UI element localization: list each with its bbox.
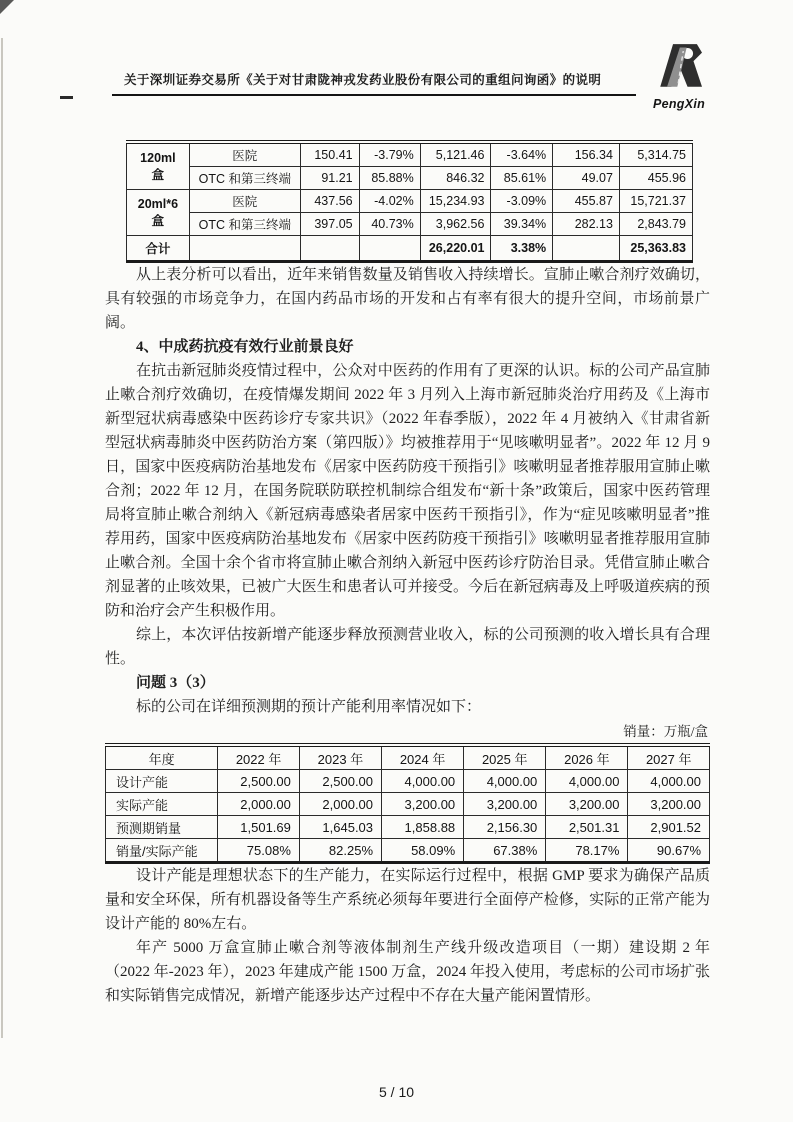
value-cell: 3.38% [491,236,553,262]
row-label-cell: 销量/实际产能 [106,839,218,863]
paragraph-sales-growth: 从上表分析可以看出，近年来销售数量及销售收入持续增长。宣肺止嗽合剂疗效确切，具有较强的市场竞争力，在国内药品市场的开发和占有率有很大的提升空间，市场前景广阔。 [105,267,710,331]
value-cell: 90.67% [628,839,710,863]
capacity-table [105,743,710,864]
column-header-cell: 年度 [106,745,218,770]
total-label-cell: 合计 [127,236,190,262]
value-cell: 2,501.31 [546,816,628,839]
value-cell: 4,000.00 [546,770,628,793]
group-label-cell: 20ml*6 盒 [127,190,190,236]
value-cell: 397.05 [300,213,359,236]
channel-cell [189,236,300,262]
value-cell: 67.38% [464,839,546,863]
value-cell: 1,645.03 [299,816,381,839]
table-row [106,816,710,839]
pengxin-logo-icon [656,42,702,94]
table-row [106,839,710,863]
value-cell: 82.25% [299,839,381,863]
value-cell: 85.88% [359,167,420,190]
value-cell: 25,363.83 [619,236,692,262]
document-title: 关于深圳证券交易所《关于对甘肃陇神戎发药业股份有限公司的重组问询函》的说明 [124,73,602,87]
column-header-cell: 2023 年 [299,745,381,770]
value-cell: 4,000.00 [628,770,710,793]
sales-table [126,140,693,263]
value-cell: 85.61% [491,167,553,190]
value-cell: 15,234.93 [420,190,491,213]
value-cell: 3,200.00 [382,793,464,816]
column-header-cell: 2026 年 [546,745,628,770]
value-cell: 4,000.00 [382,770,464,793]
table-row [106,793,710,816]
value-cell: 2,500.00 [299,770,381,793]
table-row [127,167,693,190]
value-cell: 1,858.88 [382,816,464,839]
page-number: 5 / 10 [378,1084,415,1100]
scan-corner-artifact [0,0,14,14]
value-cell [300,236,359,262]
table-total-row [127,236,693,262]
value-cell: 2,000.00 [299,793,381,816]
value-cell: 49.07 [553,167,620,190]
value-cell: 1,501.69 [218,816,300,839]
value-cell: 15,721.37 [619,190,692,213]
channel-cell: 医院 [189,142,300,167]
group-label-cell: 120ml 盒 [127,142,190,190]
value-cell: 2,843.79 [619,213,692,236]
table-header-row [106,745,710,770]
value-cell: 3,200.00 [464,793,546,816]
value-cell: 455.96 [619,167,692,190]
scan-dash-artifact [60,96,73,99]
column-header-cell: 2025 年 [464,745,546,770]
value-cell: 3,200.00 [628,793,710,816]
paragraph-conclusion: 综上，本次评估按新增产能逐步释放预测营业收入，标的公司预测的收入增长具有合理性。 [105,627,710,667]
value-cell [553,236,620,262]
pengxin-logo-text: PengXin [652,97,706,111]
value-cell: 150.41 [300,142,359,167]
value-cell [359,236,420,262]
value-cell: 2,901.52 [628,816,710,839]
value-cell: 58.09% [382,839,464,863]
value-cell: -3.64% [491,142,553,167]
value-cell: 282.13 [553,213,620,236]
value-cell: 26,220.01 [420,236,491,262]
row-label-cell: 实际产能 [106,793,218,816]
channel-cell: 医院 [189,190,300,213]
table-row [106,770,710,793]
column-header-cell: 2027 年 [628,745,710,770]
paragraph-design-capacity: 设计产能是理想状态下的生产能力，在实际运行过程中，根据 GMP 要求为确保产品质量和安全环保，所有机器设备等生产系统必须每年要进行全面停产检修，实际的正常产能为设计产能的 80%左右。 [105,868,710,932]
value-cell: 5,121.46 [420,142,491,167]
channel-cell: OTC 和第三终端 [189,167,300,190]
unit-note: 销量：万瓶/盒 [623,724,708,739]
value-cell: 78.17% [546,839,628,863]
page-content [105,140,710,1008]
value-cell: -4.02% [359,190,420,213]
pengxin-logo [646,42,712,111]
value-cell: 2,500.00 [218,770,300,793]
value-cell: -3.09% [491,190,553,213]
value-cell: 75.08% [218,839,300,863]
value-cell: 40.73% [359,213,420,236]
value-cell: 2,000.00 [218,793,300,816]
column-header-cell: 2022 年 [218,745,300,770]
value-cell: 846.32 [420,167,491,190]
paragraph-capacity-intro: 标的公司在详细预测期的预计产能利用率情况如下： [136,699,482,715]
column-header-cell: 2024 年 [382,745,464,770]
value-cell: 4,000.00 [464,770,546,793]
table-row [127,213,693,236]
value-cell: 437.56 [300,190,359,213]
section-heading-4: 4、中成药抗疫有效行业前景良好 [136,339,354,355]
table-row [127,142,693,167]
table-row [127,190,693,213]
value-cell: -3.79% [359,142,420,167]
paragraph-project-capacity: 年产 5000 万盒宣肺止嗽合剂等液体制剂生产线升级改造项目（一期）建设期 2 年（2022 年-2023 年），2023 年建成产能 1500 万盒，2024 年投入使用，考虑标的公司市场扩张和实际销售完成情况，新增产能逐步达产过程中不存在大量产能闲置情形。 [105,940,710,1004]
value-cell: 3,200.00 [546,793,628,816]
value-cell: 455.87 [553,190,620,213]
channel-cell: OTC 和第三终端 [189,213,300,236]
row-label-cell: 设计产能 [106,770,218,793]
paragraph-covid-industry: 在抗击新冠肺炎疫情过程中，公众对中医药的作用有了更深的认识。标的公司产品宣肺止嗽合剂疗效确切，在疫情爆发期间 2022 年 3 月列入上海市新冠肺炎治疗用药及《上海市新型冠状病毒感染中医药诊疗专家共识》（2022 年春季版），2022 年 4 月被纳入《甘肃省新型冠状病毒肺炎中医药防治方案（第四版）》均被推荐用于“见咳嗽明显者”。2022 年 12 月 9 日，国家中医疫病防治基地发布《居家中医药防疫干预指引》咳嗽明显者推荐服用宣肺止嗽合剂；2022 年 12 月，在国务院联防联控机制综合组发布“新十条”政策后，国家中医药管理局将宣肺止嗽合剂纳入《新冠病毒感染者居家中医药干预指引》，作为“症见咳嗽明显者”推荐用药，国家中医疫病防治基地发布《居家中医药防疫干预指引》咳嗽明显者推荐服用宣肺止嗽合剂。全国十余个省市将宣肺止嗽合剂纳入新冠中医药诊疗防治目录。凭借宣肺止嗽合剂显著的止咳效果，已被广大医生和患者认可并接受。今后在新冠病毒及上呼吸道疾病的预防和治疗会产生积极作用。 [105,363,710,619]
value-cell: 2,156.30 [464,816,546,839]
value-cell: 3,962.56 [420,213,491,236]
value-cell: 156.34 [553,142,620,167]
row-label-cell: 预测期销量 [106,816,218,839]
value-cell: 5,314.75 [619,142,692,167]
page-header [112,70,636,96]
question-3-3-heading: 问题 3（3） [136,675,215,691]
value-cell: 39.34% [491,213,553,236]
scan-edge-artifact [1,38,3,1038]
value-cell: 91.21 [300,167,359,190]
